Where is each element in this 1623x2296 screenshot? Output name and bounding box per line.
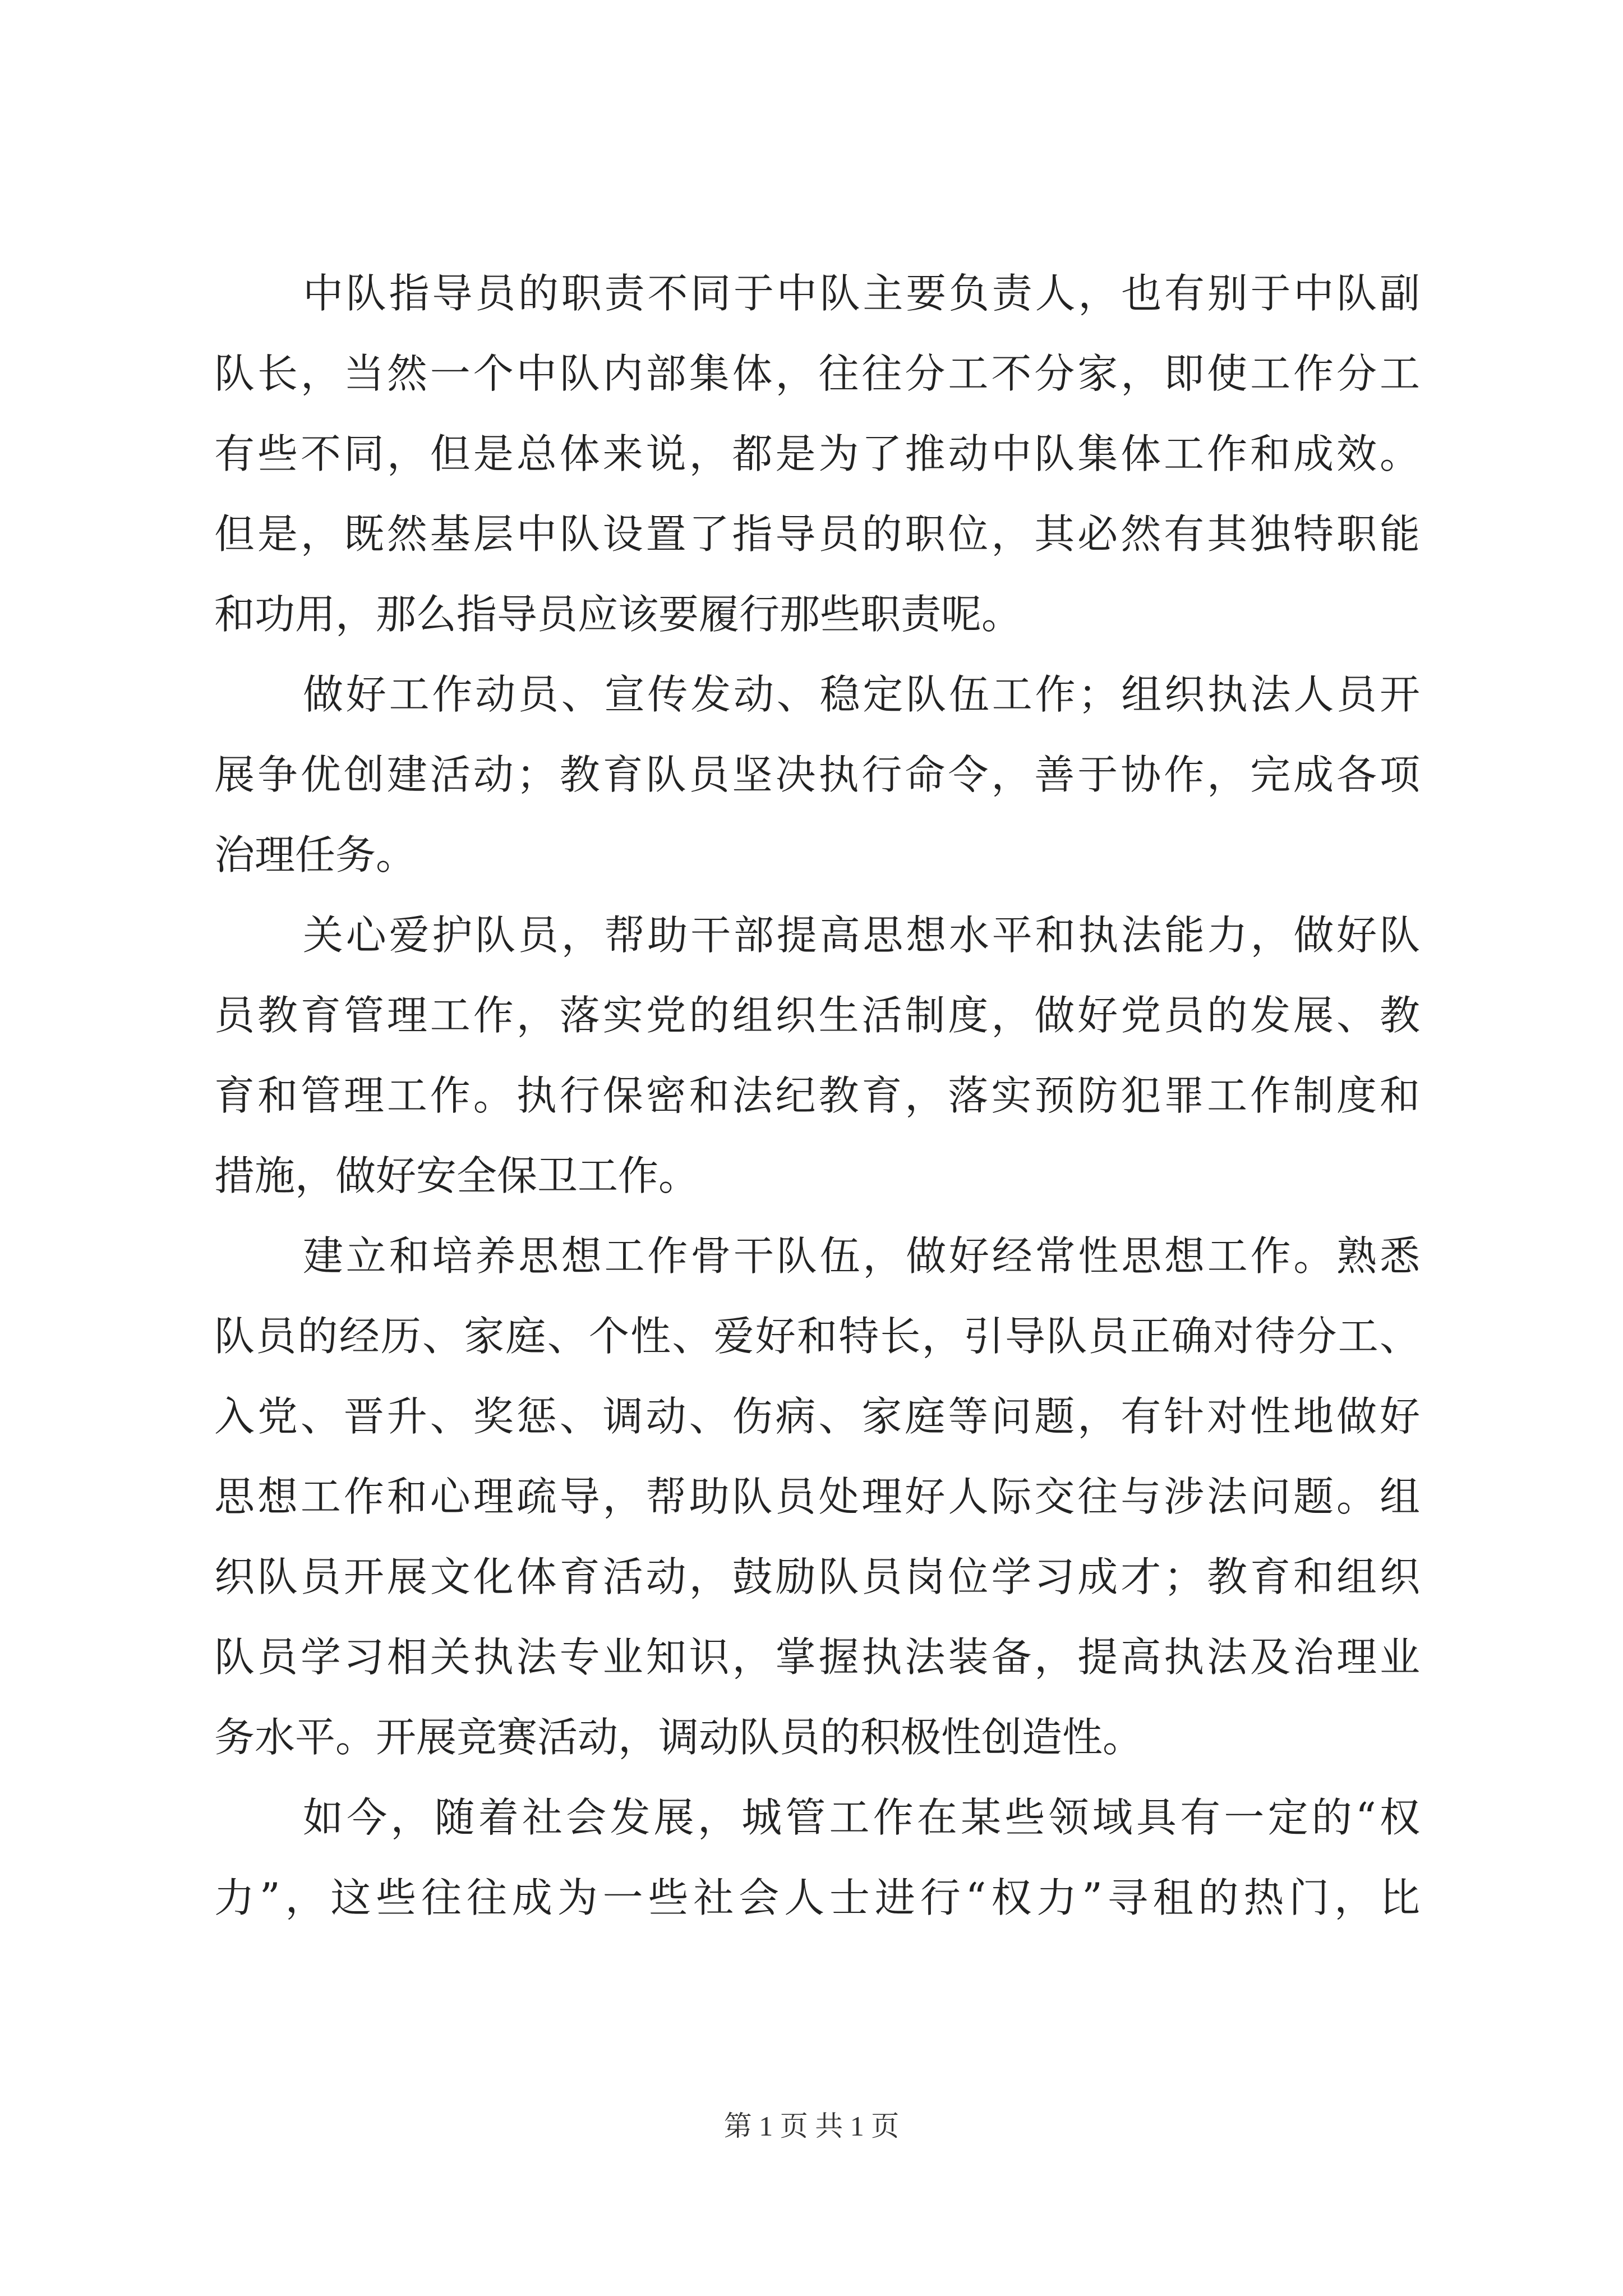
text-line: 治理任务。 — [214, 831, 417, 878]
text-line: 力”，这些往往成为一些社会人士进行“权力”寻租的热门，比 — [214, 1874, 1420, 1921]
text-line: 有些不同，但是总体来说，都是为了推动中队集体工作和成效。 — [214, 430, 1420, 477]
document-body — [214, 254, 1420, 1938]
text-line: 措施，做好安全保卫工作。 — [214, 1152, 699, 1199]
text-line: 但是，既然基层中队设置了指导员的职位，其必然有其独特职能 — [214, 510, 1420, 558]
text-line: 务水平。开展竞赛活动，调动队员的积极性创造性。 — [214, 1714, 1144, 1761]
text-line: 育和管理工作。执行保密和法纪教育，落实预防犯罪工作制度和 — [214, 1072, 1420, 1119]
text-line: 队员的经历、家庭、个性、爱好和特长，引导队员正确对待分工、 — [214, 1313, 1420, 1360]
text-line: 思想工作和心理疏导，帮助队员处理好人际交往与涉法问题。组 — [214, 1473, 1420, 1520]
text-line: 入党、晋升、奖惩、调动、伤病、家庭等问题，有针对性地做好 — [214, 1393, 1420, 1440]
text-line: 关心爱护队员，帮助干部提高思想水平和执法能力，做好队 — [303, 912, 1420, 959]
text-line: 中队指导员的职责不同于中队主要负责人，也有别于中队副 — [303, 270, 1420, 317]
text-line: 队员学习相关执法专业知识，掌握执法装备，提高执法及治理业 — [214, 1634, 1420, 1681]
text-line: 做好工作动员、宣传发动、稳定队伍工作；组织执法人员开 — [303, 671, 1420, 718]
text-line: 队长，当然一个中队内部集体，往往分工不分家，即使工作分工 — [214, 350, 1420, 397]
text-line: 和功用，那么指导员应该要履行那些职责呢。 — [214, 591, 1022, 638]
text-line: 织队员开展文化体育活动，鼓励队员岗位学习成才；教育和组织 — [214, 1553, 1420, 1600]
text-line: 展争优创建活动；教育队员坚决执行命令，善于协作，完成各项 — [214, 751, 1420, 798]
text-line: 如今，随着社会发展，城管工作在某些领域具有一定的“权 — [303, 1794, 1420, 1841]
page-footer: 第 1 页 共 1 页 — [723, 2110, 900, 2142]
text-line: 建立和培养思想工作骨干队伍，做好经常性思想工作。熟悉 — [303, 1232, 1420, 1280]
text-line: 员教育管理工作，落实党的组织生活制度，做好党员的发展、教 — [214, 992, 1420, 1039]
